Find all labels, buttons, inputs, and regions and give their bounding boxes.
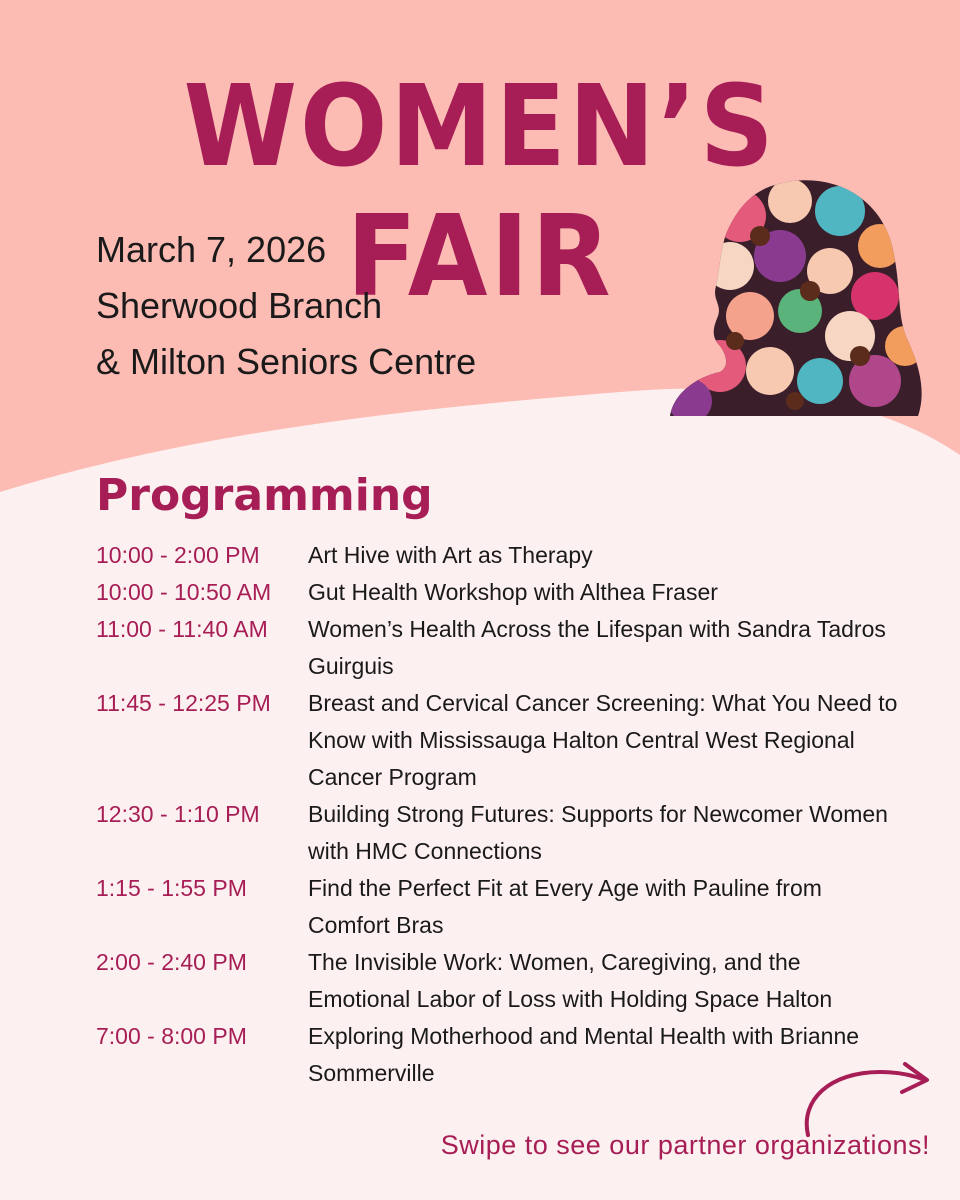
- schedule-list: [96, 537, 916, 1092]
- schedule-row: [96, 796, 916, 870]
- schedule-row: [96, 685, 916, 796]
- schedule-title: Gut Health Workshop with Althea Fraser: [308, 579, 718, 605]
- schedule-title: Women’s Health Across the Lifespan with Sandra Tadros Guirguis: [308, 616, 886, 679]
- schedule-title: Exploring Motherhood and Mental Health with Brianne Sommerville: [308, 1023, 860, 1086]
- schedule-title: Breast and Cervical Cancer Screening: What You Need to Know with Mississauga Halton Central West Regional Cancer Program: [308, 690, 898, 790]
- schedule-row: [96, 611, 916, 685]
- swipe-prompt: Swipe to see our partner organizations!: [440, 1130, 930, 1160]
- schedule-time: 7:00 - 8:00 PM: [96, 1023, 247, 1049]
- schedule-row: [96, 944, 916, 1018]
- women-crowd-silhouette-icon: [660, 176, 930, 421]
- event-location-line-2: & Milton Seniors Centre: [96, 341, 477, 382]
- schedule-time: 2:00 - 2:40 PM: [96, 949, 247, 975]
- schedule-time: 10:00 - 10:50 AM: [96, 579, 272, 605]
- curved-arrow-icon: [790, 1050, 940, 1140]
- schedule-title: Building Strong Futures: Supports for Newcomer Women with HMC Connections: [308, 801, 888, 864]
- schedule-time: 10:00 - 2:00 PM: [96, 542, 260, 568]
- schedule-time: 12:30 - 1:10 PM: [96, 801, 260, 827]
- schedule-title: Find the Perfect Fit at Every Age with Pauline from Comfort Bras: [308, 875, 822, 938]
- schedule-time: 1:15 - 1:55 PM: [96, 875, 247, 901]
- schedule-title: The Invisible Work: Women, Caregiving, and the Emotional Labor of Loss with Holding Space Halton: [308, 949, 833, 1012]
- schedule-row: [96, 537, 916, 574]
- event-location-line-1: Sherwood Branch: [96, 285, 383, 326]
- event-date: March 7, 2026: [96, 229, 327, 270]
- schedule-time: 11:45 - 12:25 PM: [96, 690, 271, 716]
- schedule-row: [96, 574, 916, 611]
- schedule-title: Art Hive with Art as Therapy: [308, 542, 593, 568]
- event-info: [96, 222, 476, 390]
- section-heading-programming: Programming: [96, 470, 433, 521]
- schedule-row: [96, 870, 916, 944]
- event-title: WOMEN’S FAIR: [183, 62, 777, 322]
- schedule-time: 11:00 - 11:40 AM: [96, 616, 268, 642]
